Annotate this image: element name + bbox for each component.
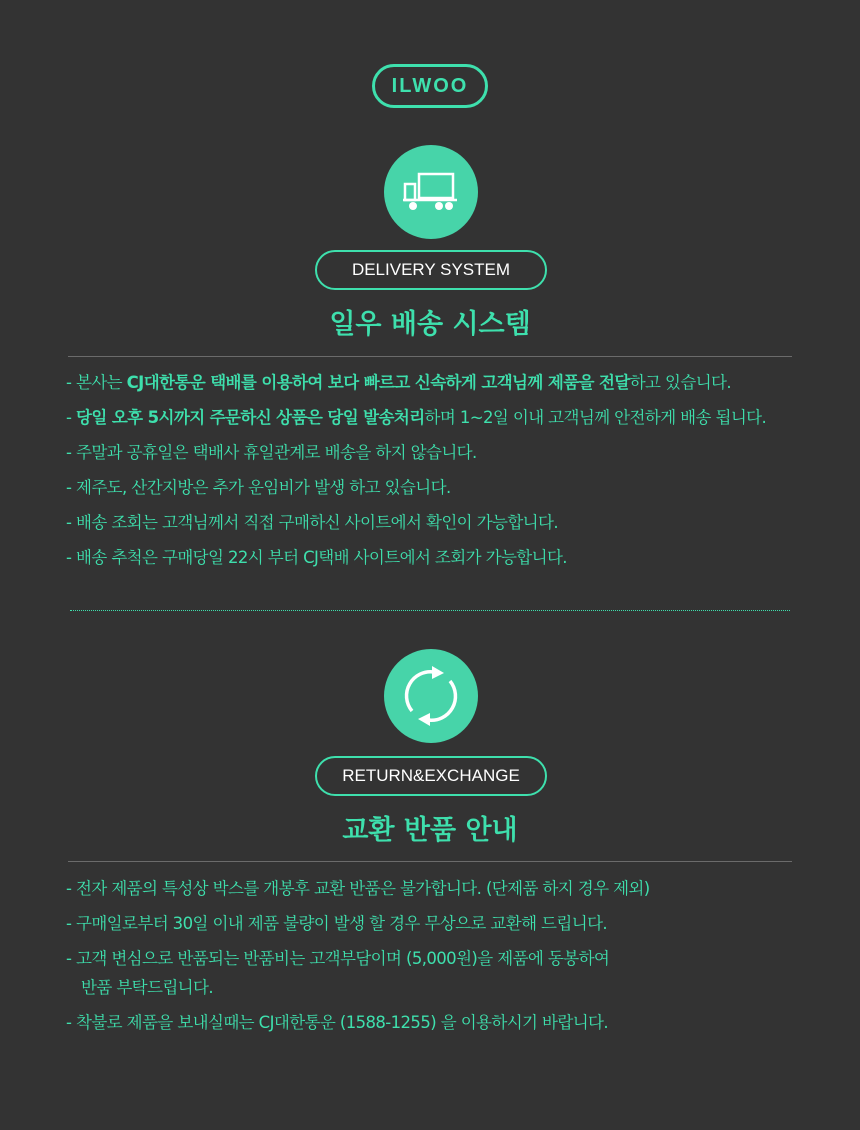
list-item: - 당일 오후 5시까지 주문하신 상품은 당일 발송처리하며 1~2일 이내 고객님께 안전하게 배송 됩니다. bbox=[66, 408, 767, 427]
list-item: - 착불로 제품을 보내실때는 CJ대한통운 (1588-1255) 을 이용하시기 바랍니다. bbox=[66, 1013, 609, 1032]
list-item: - 본사는 CJ대한통운 택배를 이용하여 보다 빠르고 신속하게 고객님께 제품을 전달하고 있습니다. bbox=[66, 373, 732, 392]
exchange-section-title: 교환 반품 안내 bbox=[342, 815, 518, 846]
ilwoo-logo bbox=[372, 64, 488, 108]
list-item: - 배송 조회는 고객님께서 직접 구매하신 사이트에서 확인이 가능합니다. bbox=[66, 513, 558, 532]
list-item: - 제주도, 산간지방은 추가 운임비가 발생 하고 있습니다. bbox=[66, 478, 451, 497]
exchange-info-list bbox=[66, 871, 806, 1040]
return-exchange-badge: RETURN&EXCHANGE bbox=[315, 756, 547, 796]
list-item: - 주말과 공휴일은 택배사 휴일관계로 배송을 하지 않습니다. bbox=[66, 443, 477, 462]
list-item: - 배송 추척은 구매당일 22시 부터 CJ택배 사이트에서 조회가 가능합니다. bbox=[66, 548, 567, 567]
refresh-icon bbox=[396, 661, 466, 731]
list-item: - 고객 변심으로 반품되는 반품비는 고객부담이며 (5,000원)을 제품에 동봉하여 반품 부탁드립니다. bbox=[66, 949, 610, 997]
delivery-info-list bbox=[66, 365, 806, 575]
delivery-system-badge: DELIVERY SYSTEM bbox=[315, 250, 547, 290]
exchange-icon-circle bbox=[384, 649, 478, 743]
delivery-divider bbox=[68, 356, 792, 357]
list-item: - 전자 제품의 특성상 박스를 개봉후 교환 반품은 불가합니다. (단제품 하지 경우 제외) bbox=[66, 879, 650, 898]
list-item: - 구매일로부터 30일 이내 제품 불량이 발생 할 경우 무상으로 교환해 드립니다. bbox=[66, 914, 608, 933]
truck-icon bbox=[401, 170, 461, 214]
delivery-icon-circle bbox=[384, 145, 478, 239]
logo-text: ILWOO bbox=[391, 74, 469, 97]
section-separator bbox=[70, 610, 790, 611]
delivery-section-title: 일우 배송 시스템 bbox=[329, 309, 531, 340]
exchange-divider bbox=[68, 861, 792, 862]
